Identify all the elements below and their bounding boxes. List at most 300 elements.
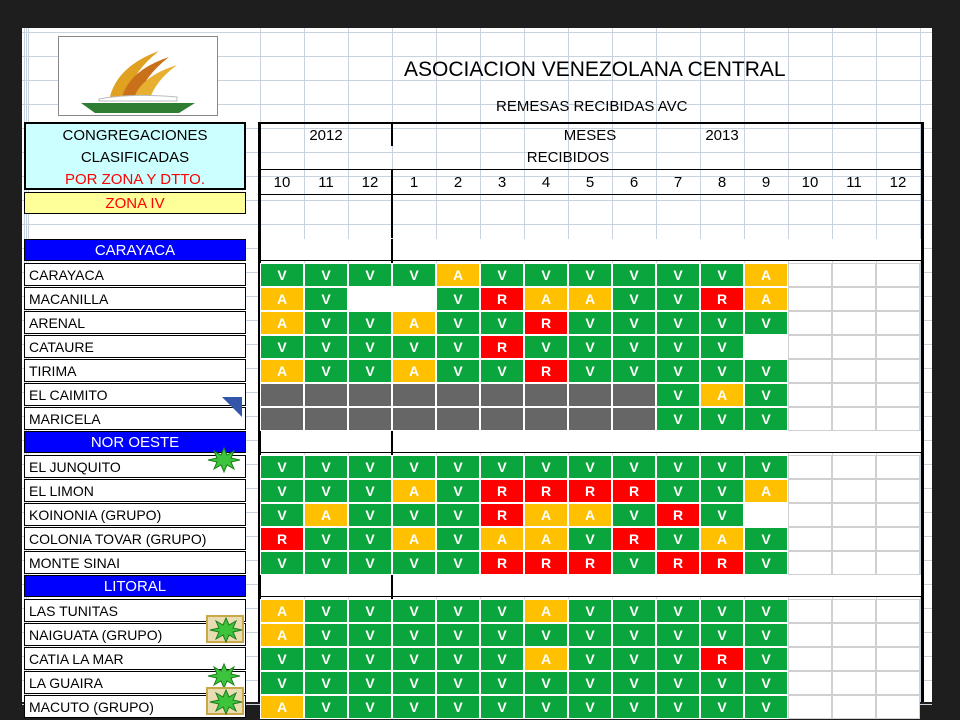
status-cell: V bbox=[436, 647, 480, 671]
status-cell bbox=[392, 407, 436, 431]
month-header: 4 bbox=[541, 173, 551, 191]
page-title: ASOCIACION VENEZOLANA CENTRAL bbox=[404, 58, 786, 81]
status-cell: A bbox=[744, 263, 788, 287]
status-cell: V bbox=[304, 551, 348, 575]
status-cell: V bbox=[304, 359, 348, 383]
status-cell-empty bbox=[788, 623, 832, 647]
status-cell: V bbox=[656, 455, 700, 479]
status-cell-empty bbox=[876, 527, 920, 551]
status-cell bbox=[348, 407, 392, 431]
status-cell: A bbox=[524, 527, 568, 551]
status-cell: V bbox=[436, 335, 480, 359]
status-cell-empty bbox=[832, 695, 876, 719]
status-cell: V bbox=[744, 599, 788, 623]
district-row-fill bbox=[261, 239, 921, 261]
status-cell: R bbox=[568, 479, 612, 503]
status-cell: V bbox=[436, 311, 480, 335]
status-cell: V bbox=[480, 263, 524, 287]
status-cell: V bbox=[612, 623, 656, 647]
status-cell: V bbox=[524, 695, 568, 719]
header-left-line: CONGREGACIONES bbox=[62, 126, 208, 144]
status-cell-empty bbox=[832, 287, 876, 311]
status-cell: V bbox=[436, 551, 480, 575]
status-cell: V bbox=[744, 527, 788, 551]
status-cell-empty bbox=[832, 479, 876, 503]
status-cell-empty bbox=[788, 335, 832, 359]
status-cell: A bbox=[524, 287, 568, 311]
status-cell-empty bbox=[876, 335, 920, 359]
status-cell: V bbox=[612, 503, 656, 527]
status-cell: R bbox=[656, 503, 700, 527]
month-header: 9 bbox=[761, 173, 771, 191]
status-cell bbox=[304, 383, 348, 407]
status-cell-empty bbox=[788, 455, 832, 479]
status-cell: V bbox=[348, 311, 392, 335]
status-cell: V bbox=[744, 455, 788, 479]
status-cell-empty bbox=[788, 407, 832, 431]
status-cell bbox=[744, 335, 788, 359]
zone-label: ZONA IV bbox=[24, 192, 246, 214]
congregation-name: ARENAL bbox=[24, 311, 246, 334]
congregation-name: EL CAIMITO bbox=[24, 383, 246, 406]
star-marker-icon bbox=[206, 687, 244, 715]
month-header: 5 bbox=[585, 173, 595, 191]
status-cell: V bbox=[260, 455, 304, 479]
status-cell: V bbox=[524, 263, 568, 287]
status-cell: R bbox=[568, 551, 612, 575]
status-cell: A bbox=[524, 503, 568, 527]
status-cell: V bbox=[744, 311, 788, 335]
month-header: 10 bbox=[273, 173, 291, 191]
status-cell: V bbox=[348, 599, 392, 623]
status-cell bbox=[304, 407, 348, 431]
status-cell: V bbox=[524, 335, 568, 359]
status-cell: V bbox=[656, 527, 700, 551]
status-cell: A bbox=[260, 311, 304, 335]
status-cell-empty bbox=[832, 359, 876, 383]
congregation-name: LA GUAIRA bbox=[24, 671, 246, 694]
status-cell: V bbox=[568, 359, 612, 383]
status-cell: A bbox=[568, 503, 612, 527]
congregation-name: LAS TUNITAS bbox=[24, 599, 246, 622]
status-cell: R bbox=[480, 503, 524, 527]
status-cell: V bbox=[304, 695, 348, 719]
status-cell: R bbox=[656, 551, 700, 575]
status-cell-empty bbox=[788, 527, 832, 551]
status-cell-empty bbox=[876, 455, 920, 479]
spreadsheet bbox=[22, 28, 932, 715]
congregation-name: EL JUNQUITO bbox=[24, 455, 246, 478]
status-cell: V bbox=[744, 383, 788, 407]
status-cell: R bbox=[480, 551, 524, 575]
status-cell: V bbox=[656, 335, 700, 359]
status-cell: V bbox=[260, 551, 304, 575]
status-cell-empty bbox=[788, 599, 832, 623]
status-cell-empty bbox=[876, 383, 920, 407]
year-2012: 2012 bbox=[309, 126, 343, 144]
status-cell: V bbox=[480, 695, 524, 719]
status-cell-empty bbox=[788, 695, 832, 719]
triangle-marker-icon bbox=[220, 395, 244, 419]
status-cell: R bbox=[260, 527, 304, 551]
status-cell: V bbox=[700, 335, 744, 359]
month-header: 8 bbox=[717, 173, 727, 191]
status-cell: A bbox=[260, 287, 304, 311]
status-cell-empty bbox=[876, 599, 920, 623]
district-row-fill bbox=[261, 431, 921, 453]
status-cell: V bbox=[304, 527, 348, 551]
status-cell: V bbox=[436, 623, 480, 647]
status-cell-empty bbox=[832, 671, 876, 695]
status-cell: V bbox=[612, 695, 656, 719]
status-cell: A bbox=[392, 479, 436, 503]
status-cell: V bbox=[612, 671, 656, 695]
status-cell: R bbox=[700, 647, 744, 671]
status-cell: A bbox=[568, 287, 612, 311]
status-cell: V bbox=[304, 599, 348, 623]
status-cell: V bbox=[392, 671, 436, 695]
status-cell-empty bbox=[876, 623, 920, 647]
status-cell: V bbox=[436, 599, 480, 623]
status-cell: V bbox=[436, 479, 480, 503]
status-cell: A bbox=[700, 527, 744, 551]
status-cell: V bbox=[700, 623, 744, 647]
status-cell: V bbox=[260, 647, 304, 671]
status-cell: V bbox=[436, 671, 480, 695]
star-marker-icon bbox=[206, 447, 244, 475]
month-header: 3 bbox=[497, 173, 507, 191]
status-cell: V bbox=[524, 623, 568, 647]
status-cell: V bbox=[700, 311, 744, 335]
status-cell: V bbox=[612, 599, 656, 623]
status-cell: R bbox=[480, 335, 524, 359]
status-cell: V bbox=[656, 311, 700, 335]
status-cell: V bbox=[524, 455, 568, 479]
status-cell-empty bbox=[876, 503, 920, 527]
status-cell: V bbox=[304, 335, 348, 359]
status-cell: V bbox=[700, 455, 744, 479]
district-header: CARAYACA bbox=[24, 239, 246, 261]
status-cell: V bbox=[480, 599, 524, 623]
status-cell: V bbox=[304, 479, 348, 503]
status-cell-empty bbox=[832, 455, 876, 479]
status-cell bbox=[260, 407, 304, 431]
status-cell: V bbox=[348, 623, 392, 647]
status-cell bbox=[480, 407, 524, 431]
star-marker-icon bbox=[206, 615, 244, 643]
status-cell bbox=[436, 407, 480, 431]
status-cell: V bbox=[304, 623, 348, 647]
status-cell: A bbox=[392, 527, 436, 551]
district-divider bbox=[391, 431, 393, 455]
district-header: NOR OESTE bbox=[24, 431, 246, 453]
status-cell: V bbox=[348, 479, 392, 503]
status-cell: V bbox=[304, 647, 348, 671]
status-cell: V bbox=[612, 263, 656, 287]
status-cell: A bbox=[744, 479, 788, 503]
status-cell: V bbox=[304, 455, 348, 479]
status-cell bbox=[744, 503, 788, 527]
status-cell-empty bbox=[832, 503, 876, 527]
status-cell: V bbox=[700, 695, 744, 719]
right-border bbox=[921, 122, 924, 702]
status-cell: V bbox=[700, 671, 744, 695]
congregaciones-header bbox=[24, 122, 246, 190]
status-cell: V bbox=[656, 695, 700, 719]
status-cell bbox=[568, 383, 612, 407]
status-cell-empty bbox=[876, 551, 920, 575]
header-left-line: CLASIFICADAS bbox=[80, 148, 190, 166]
status-cell-empty bbox=[832, 599, 876, 623]
status-cell bbox=[568, 407, 612, 431]
status-cell bbox=[524, 383, 568, 407]
status-cell-empty bbox=[788, 671, 832, 695]
status-cell: V bbox=[656, 263, 700, 287]
status-cell-empty bbox=[788, 479, 832, 503]
status-cell: V bbox=[348, 335, 392, 359]
status-cell: V bbox=[656, 623, 700, 647]
status-cell: V bbox=[304, 671, 348, 695]
status-cell: A bbox=[436, 263, 480, 287]
status-cell: V bbox=[392, 695, 436, 719]
month-header: 10 bbox=[801, 173, 819, 191]
status-cell: V bbox=[392, 599, 436, 623]
status-cell: V bbox=[656, 383, 700, 407]
status-cell: V bbox=[656, 359, 700, 383]
status-cell: A bbox=[260, 359, 304, 383]
status-cell: V bbox=[392, 623, 436, 647]
status-cell: A bbox=[304, 503, 348, 527]
status-cell: V bbox=[744, 671, 788, 695]
status-cell: V bbox=[612, 455, 656, 479]
status-cell: V bbox=[480, 623, 524, 647]
status-cell: V bbox=[744, 359, 788, 383]
status-cell: A bbox=[392, 359, 436, 383]
status-cell: V bbox=[524, 671, 568, 695]
status-cell: V bbox=[304, 311, 348, 335]
status-cell-empty bbox=[832, 551, 876, 575]
status-cell: A bbox=[260, 623, 304, 647]
status-cell: V bbox=[392, 263, 436, 287]
status-cell: V bbox=[392, 503, 436, 527]
month-header: 11 bbox=[846, 173, 862, 191]
district-row-fill bbox=[261, 575, 921, 597]
status-cell bbox=[612, 407, 656, 431]
congregation-name: CATAURE bbox=[24, 335, 246, 358]
status-cell bbox=[392, 383, 436, 407]
status-cell: A bbox=[480, 527, 524, 551]
congregation-name: CARAYACA bbox=[24, 263, 246, 286]
header-left-line: POR ZONA Y DTTO. bbox=[64, 170, 206, 188]
status-cell: V bbox=[700, 479, 744, 503]
status-cell-empty bbox=[876, 671, 920, 695]
status-cell: V bbox=[348, 671, 392, 695]
status-cell: V bbox=[568, 311, 612, 335]
status-cell: R bbox=[524, 311, 568, 335]
status-cell: V bbox=[656, 599, 700, 623]
status-cell: V bbox=[612, 647, 656, 671]
status-cell-empty bbox=[832, 311, 876, 335]
status-cell bbox=[392, 287, 436, 311]
status-cell-empty bbox=[876, 263, 920, 287]
status-cell: V bbox=[436, 287, 480, 311]
status-cell: V bbox=[480, 359, 524, 383]
status-cell: V bbox=[260, 335, 304, 359]
status-cell: V bbox=[304, 263, 348, 287]
status-cell bbox=[348, 383, 392, 407]
status-cell: R bbox=[700, 551, 744, 575]
logo bbox=[58, 36, 218, 116]
year-2013: 2013 bbox=[705, 126, 739, 144]
status-cell: V bbox=[700, 407, 744, 431]
status-cell: R bbox=[480, 287, 524, 311]
status-cell: V bbox=[348, 359, 392, 383]
status-cell-empty bbox=[832, 647, 876, 671]
status-cell-empty bbox=[876, 287, 920, 311]
status-cell: R bbox=[524, 479, 568, 503]
status-cell: A bbox=[392, 311, 436, 335]
status-cell-empty bbox=[788, 383, 832, 407]
status-cell: V bbox=[348, 527, 392, 551]
status-cell-empty bbox=[876, 647, 920, 671]
congregation-name: EL LIMON bbox=[24, 479, 246, 502]
status-cell: V bbox=[348, 503, 392, 527]
status-cell: V bbox=[656, 647, 700, 671]
status-cell: V bbox=[392, 455, 436, 479]
status-cell-empty bbox=[832, 527, 876, 551]
status-cell bbox=[348, 287, 392, 311]
status-cell: V bbox=[436, 695, 480, 719]
congregation-name: MONTE SINAI bbox=[24, 551, 246, 574]
status-cell: V bbox=[392, 335, 436, 359]
status-cell bbox=[480, 383, 524, 407]
status-cell-empty bbox=[832, 407, 876, 431]
status-cell-empty bbox=[876, 359, 920, 383]
status-cell: V bbox=[348, 551, 392, 575]
status-cell: V bbox=[744, 551, 788, 575]
status-cell: V bbox=[612, 359, 656, 383]
status-cell: V bbox=[656, 287, 700, 311]
status-cell: V bbox=[436, 527, 480, 551]
status-cell-empty bbox=[788, 647, 832, 671]
status-cell: V bbox=[392, 647, 436, 671]
congregation-name: COLONIA TOVAR (GRUPO) bbox=[24, 527, 246, 550]
status-cell: A bbox=[260, 695, 304, 719]
congregation-name: KOINONIA (GRUPO) bbox=[24, 503, 246, 526]
status-cell-empty bbox=[876, 479, 920, 503]
status-cell: V bbox=[348, 263, 392, 287]
congregation-name: NAIGUATA (GRUPO) bbox=[24, 623, 246, 646]
month-header: 7 bbox=[673, 173, 683, 191]
status-cell: V bbox=[568, 527, 612, 551]
status-cell-empty bbox=[788, 551, 832, 575]
status-cell-empty bbox=[832, 623, 876, 647]
status-cell-empty bbox=[788, 263, 832, 287]
district-divider bbox=[391, 575, 393, 599]
status-cell: V bbox=[700, 503, 744, 527]
status-cell-empty bbox=[832, 383, 876, 407]
status-cell bbox=[260, 383, 304, 407]
page-subtitle: REMESAS RECIBIDAS AVC bbox=[496, 98, 688, 115]
status-cell: V bbox=[612, 335, 656, 359]
status-cell-empty bbox=[788, 311, 832, 335]
status-cell: V bbox=[436, 455, 480, 479]
gridline-h bbox=[22, 32, 932, 33]
month-header: 2 bbox=[453, 173, 463, 191]
status-cell: V bbox=[480, 455, 524, 479]
status-cell-empty bbox=[876, 695, 920, 719]
status-cell: V bbox=[436, 503, 480, 527]
status-cell: V bbox=[612, 551, 656, 575]
status-cell: A bbox=[524, 599, 568, 623]
status-cell: V bbox=[700, 263, 744, 287]
status-cell: V bbox=[568, 671, 612, 695]
month-header: 1 bbox=[409, 173, 419, 191]
status-cell: V bbox=[744, 407, 788, 431]
month-header: 12 bbox=[889, 173, 907, 191]
status-cell: A bbox=[524, 647, 568, 671]
status-cell: V bbox=[612, 287, 656, 311]
status-cell: V bbox=[744, 623, 788, 647]
status-cell: V bbox=[260, 503, 304, 527]
status-cell: V bbox=[568, 335, 612, 359]
congregation-name: TIRIMA bbox=[24, 359, 246, 382]
status-cell-empty bbox=[876, 407, 920, 431]
status-cell: V bbox=[392, 551, 436, 575]
status-cell: R bbox=[612, 527, 656, 551]
status-cell: V bbox=[348, 455, 392, 479]
status-cell: V bbox=[480, 647, 524, 671]
status-cell: V bbox=[260, 479, 304, 503]
status-cell: V bbox=[260, 263, 304, 287]
status-cell: V bbox=[744, 695, 788, 719]
status-cell: V bbox=[260, 671, 304, 695]
status-cell bbox=[524, 407, 568, 431]
status-cell: A bbox=[744, 287, 788, 311]
month-header: 12 bbox=[361, 173, 379, 191]
status-cell bbox=[612, 383, 656, 407]
status-cell: A bbox=[700, 383, 744, 407]
status-cell: V bbox=[700, 599, 744, 623]
status-cell: V bbox=[656, 407, 700, 431]
status-cell: V bbox=[568, 263, 612, 287]
congregation-name: MARICELA bbox=[24, 407, 246, 430]
status-cell: V bbox=[568, 695, 612, 719]
status-cell: R bbox=[612, 479, 656, 503]
status-cell-empty bbox=[832, 263, 876, 287]
month-bottom-border bbox=[258, 194, 924, 195]
status-cell bbox=[436, 383, 480, 407]
status-cell: V bbox=[568, 455, 612, 479]
month-header: 11 bbox=[318, 173, 334, 191]
status-cell-empty bbox=[788, 287, 832, 311]
status-cell-empty bbox=[876, 311, 920, 335]
status-cell: V bbox=[744, 647, 788, 671]
status-cell: R bbox=[524, 359, 568, 383]
status-cell: V bbox=[480, 311, 524, 335]
status-cell: V bbox=[568, 623, 612, 647]
district-header: LITORAL bbox=[24, 575, 246, 597]
status-cell: R bbox=[700, 287, 744, 311]
status-cell-empty bbox=[832, 335, 876, 359]
congregation-name: CATIA LA MAR bbox=[24, 647, 246, 670]
gridline-h bbox=[22, 224, 932, 225]
status-cell: R bbox=[524, 551, 568, 575]
status-cell: V bbox=[304, 287, 348, 311]
meses-label: MESES bbox=[563, 126, 617, 144]
status-cell: V bbox=[480, 671, 524, 695]
status-cell: V bbox=[568, 599, 612, 623]
